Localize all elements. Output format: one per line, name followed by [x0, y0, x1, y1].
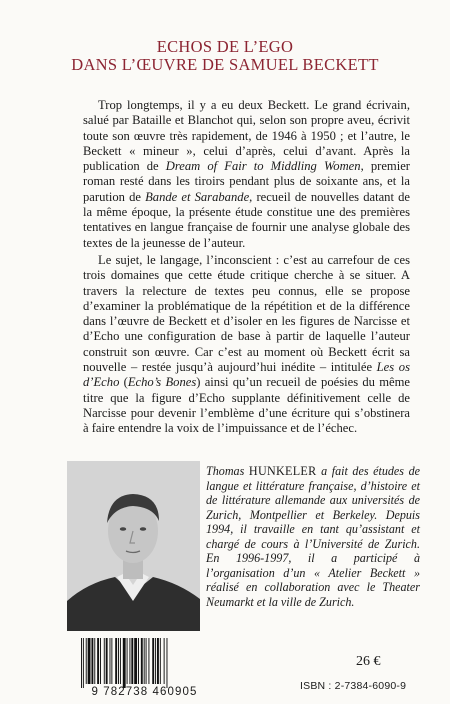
summary-text-run: , recueil de nouvelles datant de la même époque, la présente étude constitue une des premières tentatives en langue française de fournir une analyse globale des textes de la jeunesse de l’auteur. [83, 189, 410, 250]
summary-text-run: , premier roman resté dans les tiroirs pendant plus de soixante ans, et la parution de [83, 159, 410, 204]
back-cover-summary [83, 98, 410, 437]
title-line-1: ECHOS DE L’EGO [156, 37, 294, 56]
isbn: ISBN : 2-7384-6090-9 [300, 680, 407, 692]
author-bio-text: a fait des études de langue et littérature française, d’histoire et de littérature allemande aux universités de Zurich, Montpellier et Berkeley. Depuis 1994, il travaille en tant qu’assistant et chargé de cours à l’Université de Zurich. En 1996-1997, il a participé à l’organisation d’un « Atelier Beckett » réalisé en collaboration avec le Theater Neumarkt et la ville de Zurich. [206, 464, 421, 609]
author-name: Thomas [206, 464, 245, 478]
price: 26 € [356, 654, 381, 669]
summary-text-run: ) ainsi qu’un recueil de poésies du même titre que la figure d’Echo supplante définitivement celle de Narcisse pour devenir l’emblème d’une écriture qui s’obstinera à faire entendre la voix de l’impuissance et de l’échec. [83, 375, 411, 436]
summary-paragraph-1 [83, 98, 410, 251]
barcode-digits: 9 782738 460905 [91, 686, 198, 698]
book-title [0, 38, 450, 74]
summary-text-run: Le sujet, le langage, l’inconscient : c’est au carrefour de ces trois domaines que cette étude critique cherche à se situer. A travers la relecture de textes peu connus, elle se propose d’examiner la problématique de la répétition et de la différence dans l’œuvre de Beckett et d’isoler en les figures de Narcisse et d’Echo une configuration de base à partir de laquelle l’auteur construit son œuvre. Car c’est au moment où Beckett écrit sa nouvelle – restée jusqu’à aujourd’hui inédite – intitulée [83, 252, 410, 375]
author-surname: HUNKELER [248, 464, 317, 478]
summary-paragraph-2 [83, 253, 410, 437]
summary-title-italic: Dream of Fair to Middling Women [165, 159, 361, 174]
author-bio [206, 464, 420, 609]
title-line-2: DANS L’ŒUVRE DE SAMUEL BECKETT [71, 55, 379, 74]
author-photo [67, 461, 200, 631]
summary-title-italic: Bande et Sarabande [145, 189, 250, 204]
summary-title-italic: Echo’s Bones [127, 375, 197, 390]
summary-text-run: ( [119, 375, 128, 390]
summary-text-run: Trop longtemps, il y a eu deux Beckett. Le grand écrivain, salué par Bataille et Blanchot qui, selon son propre aveu, écrivit toute son œuvre très rapidement, de 1946 à 1950 ; et l’autre, le Beckett « mineur », celui d’après, celui d’avant. Après la publication de [83, 98, 410, 174]
summary-title-italic: Les os d’Echo [83, 360, 410, 390]
